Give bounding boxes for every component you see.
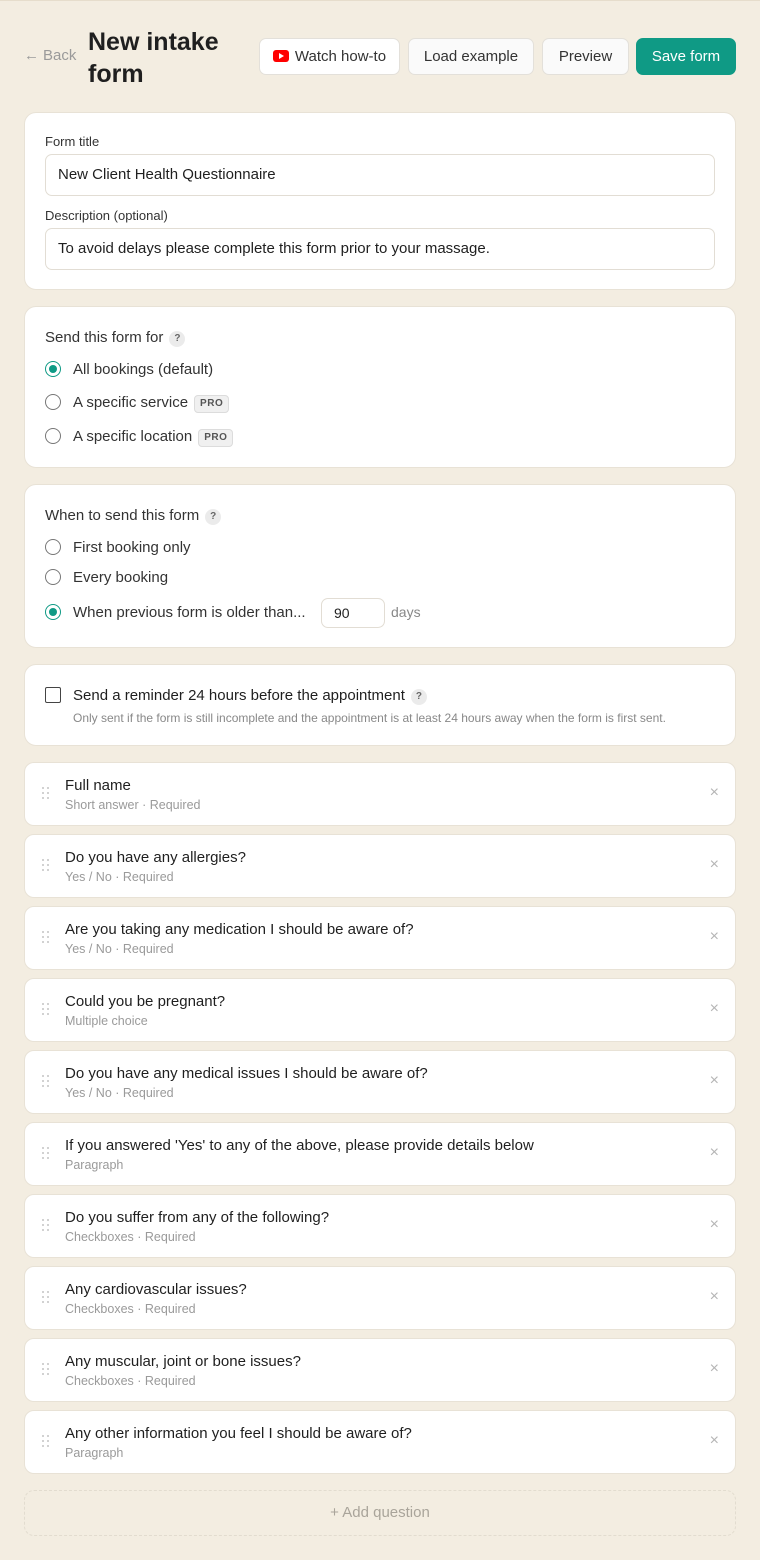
radio-label: All bookings (default) bbox=[73, 361, 214, 378]
drag-handle-icon[interactable] bbox=[42, 859, 50, 873]
watch-how-to-button[interactable] bbox=[259, 38, 400, 75]
help-icon[interactable]: ? bbox=[169, 331, 185, 347]
question-title: Any cardiovascular issues? bbox=[65, 1281, 247, 1298]
question-row[interactable] bbox=[24, 1266, 736, 1330]
close-icon[interactable]: × bbox=[709, 1360, 719, 1377]
description-label: Description (optional) bbox=[45, 208, 168, 223]
question-title: Do you suffer from any of the following? bbox=[65, 1209, 330, 1226]
close-icon[interactable]: × bbox=[709, 1000, 719, 1017]
radio-label: When previous form is older than... bbox=[73, 604, 306, 621]
close-icon[interactable]: × bbox=[709, 1216, 719, 1233]
radio-button[interactable] bbox=[45, 428, 61, 444]
close-icon[interactable]: × bbox=[709, 784, 719, 801]
radio-specific-location[interactable] bbox=[45, 427, 285, 447]
question-row[interactable] bbox=[24, 1338, 736, 1402]
question-row[interactable] bbox=[24, 834, 736, 898]
form-details-card bbox=[24, 112, 736, 290]
back-link[interactable] bbox=[24, 47, 76, 64]
reminder-label-text: Send a reminder 24 hours before the appointment bbox=[73, 687, 405, 704]
question-meta: Short answer · Required bbox=[65, 798, 201, 812]
question-title: Full name bbox=[65, 777, 131, 794]
form-title-label: Form title bbox=[45, 134, 100, 149]
question-row[interactable] bbox=[24, 762, 736, 826]
form-title-input[interactable]: New Client Health Questionnaire bbox=[45, 154, 715, 196]
drag-handle-icon[interactable] bbox=[42, 787, 50, 801]
add-question-button[interactable]: + Add question bbox=[24, 1490, 736, 1536]
question-title: Any other information you feel I should be aware of? bbox=[65, 1425, 412, 1442]
drag-handle-icon[interactable] bbox=[42, 1075, 50, 1089]
send-for-title-text: Send this form for bbox=[45, 329, 164, 346]
days-unit-label: days bbox=[391, 604, 421, 620]
radio-button[interactable] bbox=[45, 394, 61, 410]
help-icon[interactable]: ? bbox=[205, 509, 221, 525]
question-meta: Checkboxes · Required bbox=[65, 1302, 196, 1316]
page-header bbox=[24, 24, 736, 88]
question-meta: Checkboxes · Required bbox=[65, 1230, 196, 1244]
reminder-checkbox[interactable] bbox=[45, 687, 61, 703]
send-for-card bbox=[24, 306, 736, 468]
back-label: Back bbox=[43, 47, 77, 64]
question-meta: Checkboxes · Required bbox=[65, 1374, 196, 1388]
description-input[interactable]: To avoid delays please complete this form prior to your massage. bbox=[45, 228, 715, 270]
close-icon[interactable]: × bbox=[709, 928, 719, 945]
preview-button[interactable]: Preview bbox=[542, 38, 629, 75]
radio-specific-service[interactable] bbox=[45, 393, 285, 413]
question-meta: Yes / No · Required bbox=[65, 870, 174, 884]
load-example-button[interactable]: Load example bbox=[408, 38, 534, 75]
drag-handle-icon[interactable] bbox=[42, 1003, 50, 1017]
drag-handle-icon[interactable] bbox=[42, 1219, 50, 1233]
question-title: Any muscular, joint or bone issues? bbox=[65, 1353, 301, 1370]
radio-label: A specific service bbox=[73, 394, 189, 411]
close-icon[interactable]: × bbox=[709, 1072, 719, 1089]
question-row[interactable] bbox=[24, 1410, 736, 1474]
radio-label-wrap bbox=[73, 427, 233, 447]
arrow-left-icon: ← bbox=[24, 47, 39, 64]
question-title: Could you be pregnant? bbox=[65, 993, 226, 1010]
close-icon[interactable]: × bbox=[709, 1144, 719, 1161]
reminder-card bbox=[24, 664, 736, 746]
question-row[interactable] bbox=[24, 1194, 736, 1258]
watch-label: Watch how-to bbox=[294, 48, 387, 65]
pro-badge: PRO bbox=[198, 429, 233, 447]
page-title: New intake form bbox=[88, 28, 219, 88]
question-row[interactable] bbox=[24, 1122, 736, 1186]
question-meta: Yes / No · Required bbox=[65, 1086, 174, 1100]
drag-handle-icon[interactable] bbox=[42, 931, 50, 945]
question-meta: Paragraph bbox=[65, 1446, 124, 1460]
radio-label: A specific location bbox=[73, 428, 193, 445]
question-title: Do you have any medical issues I should be aware of? bbox=[65, 1065, 428, 1082]
close-icon[interactable]: × bbox=[709, 856, 719, 873]
question-title: Do you have any allergies? bbox=[65, 849, 246, 866]
when-send-title-text: When to send this form bbox=[45, 507, 200, 524]
question-title: If you answered 'Yes' to any of the above, please provide details below bbox=[65, 1137, 534, 1154]
drag-handle-icon[interactable] bbox=[42, 1435, 50, 1449]
question-meta: Multiple choice bbox=[65, 1014, 148, 1028]
radio-label: Every booking bbox=[73, 569, 169, 586]
close-icon[interactable]: × bbox=[709, 1288, 719, 1305]
radio-label: First booking only bbox=[73, 539, 191, 556]
question-meta: Paragraph bbox=[65, 1158, 124, 1172]
drag-handle-icon[interactable] bbox=[42, 1147, 50, 1161]
radio-button[interactable] bbox=[45, 539, 61, 555]
top-divider bbox=[0, 0, 760, 1]
question-row[interactable] bbox=[24, 906, 736, 970]
help-icon[interactable]: ? bbox=[411, 689, 427, 705]
radio-label-wrap bbox=[73, 393, 229, 413]
send-for-title bbox=[45, 329, 185, 347]
reminder-label[interactable] bbox=[73, 687, 427, 705]
question-row[interactable] bbox=[24, 978, 736, 1042]
radio-button[interactable] bbox=[45, 604, 61, 620]
pro-badge: PRO bbox=[194, 395, 229, 413]
reminder-note: Only sent if the form is still incomplete and the appointment is at least 24 hours away when the form is first sent. bbox=[73, 711, 666, 725]
question-title: Are you taking any medication I should be aware of? bbox=[65, 921, 414, 938]
close-icon[interactable]: × bbox=[709, 1432, 719, 1449]
when-send-title bbox=[45, 507, 221, 525]
drag-handle-icon[interactable] bbox=[42, 1363, 50, 1377]
question-meta: Yes / No · Required bbox=[65, 942, 174, 956]
save-form-button[interactable]: Save form bbox=[636, 38, 736, 75]
days-input[interactable]: 90 bbox=[321, 598, 385, 628]
when-to-send-card bbox=[24, 484, 736, 648]
radio-button[interactable] bbox=[45, 569, 61, 585]
question-row[interactable] bbox=[24, 1050, 736, 1114]
youtube-icon bbox=[273, 50, 289, 62]
drag-handle-icon[interactable] bbox=[42, 1291, 50, 1305]
radio-button[interactable] bbox=[45, 361, 61, 377]
